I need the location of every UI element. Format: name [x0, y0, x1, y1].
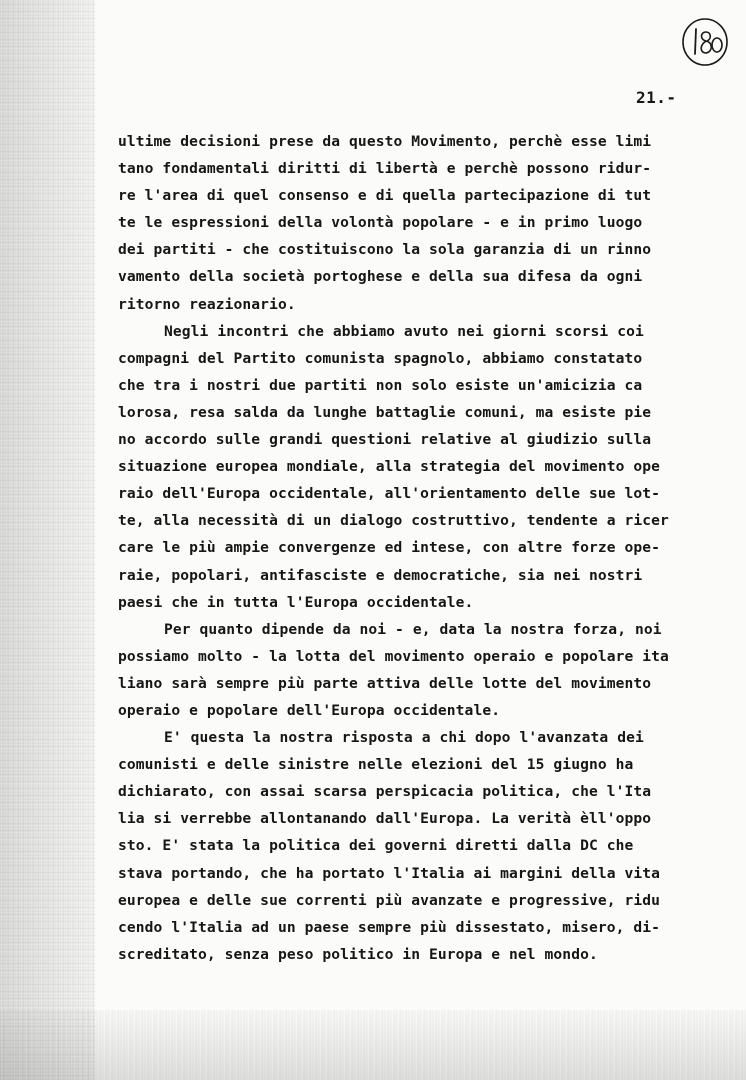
text-line: te le espressioni della volontà popolare - e in primo luogo [118, 214, 643, 232]
handwritten-page-stamp [680, 16, 730, 68]
text-line: te, alla necessità di un dialogo costruttivo, tendente a ricer [118, 512, 669, 530]
text-line: operaio e popolare dell'Europa occidentale. [118, 701, 501, 719]
text-line: lorosa, resa salda da lunghe battaglie comuni, ma esiste pie [118, 403, 652, 421]
text-line: europea e delle sue correnti più avanzate e progressive, ridu [118, 891, 661, 909]
text-line: care le più ampie convergenze ed intese, con altre forze ope- [118, 539, 661, 557]
text-line: sto. E' stata la politica dei governi diretti dalla DC che [118, 837, 634, 855]
text-line: dei partiti - che costituiscono la sola garanzia di un rinno [118, 241, 652, 259]
text-line: liano sarà sempre più parte attiva delle lotte del movimento [118, 674, 652, 692]
text-line: dichiarato, con assai scarsa perspicacia politica, che l'Ita [118, 783, 652, 801]
typed-body-text [118, 128, 708, 968]
text-line: comunisti e delle sinistre nelle elezioni del 15 giugno ha [118, 756, 634, 774]
text-line: Negli incontri che abbiamo avuto nei giorni scorsi coi [164, 322, 644, 340]
text-line: possiamo molto - la lotta del movimento operaio e popolare ita [118, 647, 669, 665]
text-line: screditato, senza peso politico in Europa e nel mondo. [118, 945, 598, 963]
page-number: 21.- [636, 88, 677, 107]
text-line: Per quanto dipende da noi - e, data la nostra forza, noi [164, 620, 662, 638]
text-line: no accordo sulle grandi questioni relative al giudizio sulla [118, 431, 652, 449]
text-line: raie, popolari, antifasciste e democratiche, sia nei nostri [118, 566, 643, 584]
text-line: vamento della società portoghese e della sua difesa da ogni [118, 268, 643, 286]
text-line: raio dell'Europa occidentale, all'orientamento delle sue lot- [118, 485, 661, 503]
text-line: paesi che in tutta l'Europa occidentale. [118, 593, 474, 611]
text-line: E' questa la nostra risposta a chi dopo l'avanzata dei [164, 729, 644, 747]
text-line: stava portando, che ha portato l'Italia ai margini della vita [118, 864, 661, 882]
text-line: lia si verrebbe allontanando dall'Europa. La verità èll'oppo [118, 810, 652, 828]
text-line: compagni del Partito comunista spagnolo, abbiamo constatato [118, 349, 643, 367]
text-line: che tra i nostri due partiti non solo esiste un'amicizia ca [118, 376, 643, 394]
text-line: cendo l'Italia ad un paese sempre più dissestato, misero, di- [118, 918, 661, 936]
text-line: tano fondamentali diritti di libertà e perchè possono ridur- [118, 160, 652, 178]
text-line: ultime decisioni prese da questo Movimento, perchè esse limi [118, 133, 652, 150]
scan-bottom-texture [0, 1010, 746, 1080]
text-line: ritorno reazionario. [118, 295, 296, 313]
text-line: re l'area di quel consenso e di quella partecipazione di tut [118, 187, 652, 205]
text-line: situazione europea mondiale, alla strategia del movimento ope [118, 458, 661, 476]
scan-margin-texture [0, 0, 95, 1080]
